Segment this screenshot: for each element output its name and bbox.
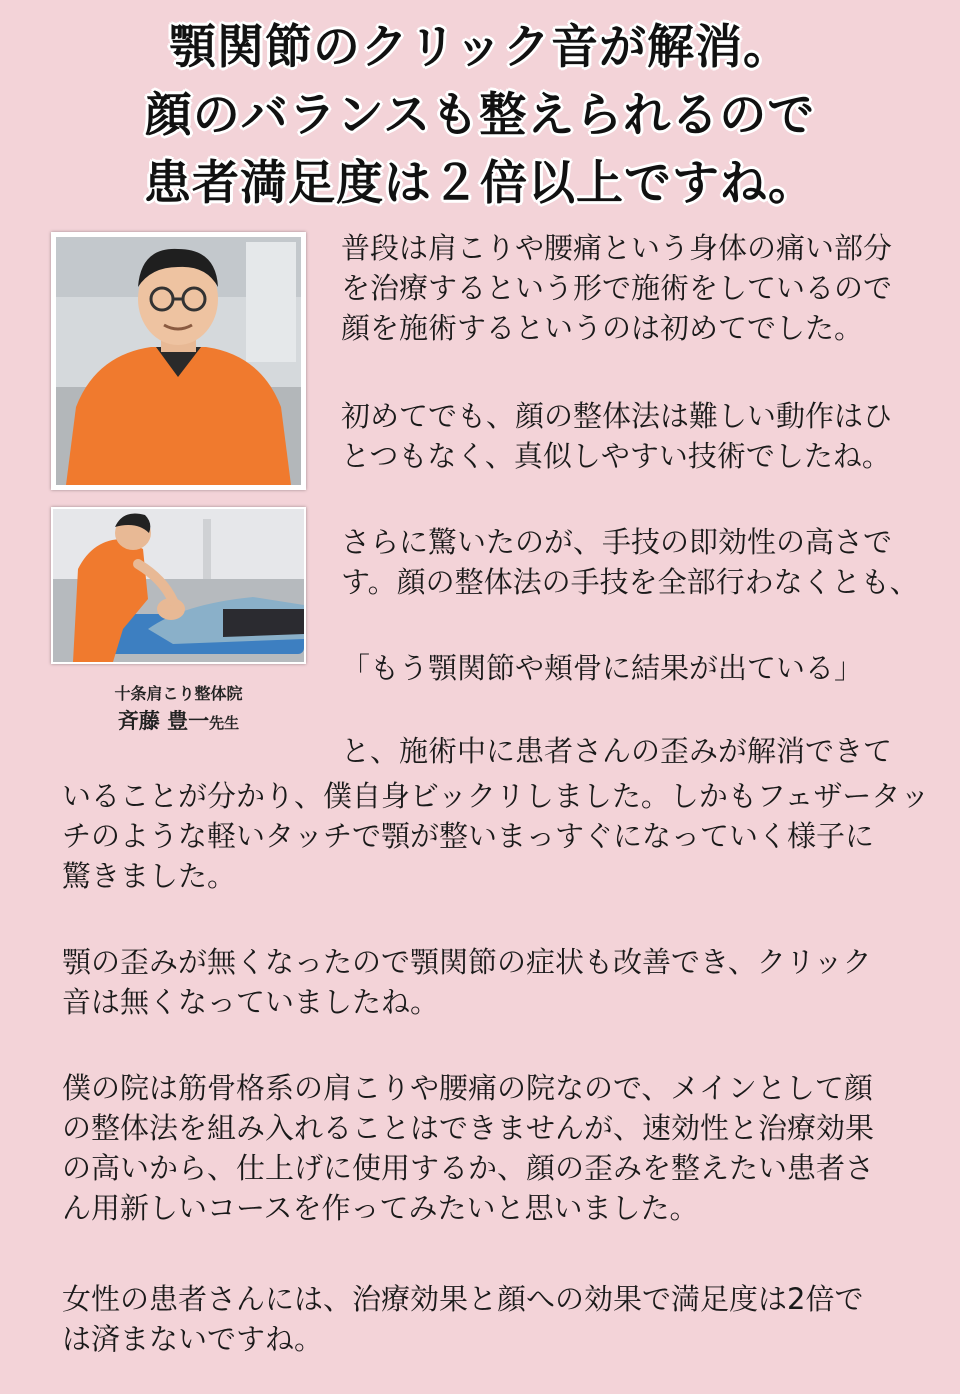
doctor-name-line <box>51 706 306 738</box>
paragraph-4-quote <box>341 648 931 688</box>
paragraph-6 <box>62 942 942 1022</box>
paragraph-3 <box>341 522 931 602</box>
paragraph-3-text: さらに驚いたのが、手技の即効性の高さで す。顔の整体法の手技を全部行わなくとも、 <box>341 525 919 599</box>
paragraph-8-text: 女性の患者さんには、治療効果と顔への効果で満足度は2倍で は済まないですね。 <box>62 1282 864 1356</box>
clinic-name: 十条肩こり整体院 <box>114 684 243 703</box>
headline-line-3: 患者満足度は２倍以上ですね。 <box>144 156 816 211</box>
doctor-name: 斉藤 豊一 <box>117 709 210 733</box>
paragraph-5-first-line <box>341 731 931 771</box>
doctor-portrait-illustration <box>56 237 301 485</box>
paragraph-8 <box>62 1279 942 1359</box>
paragraph-2-text: 初めてでも、顔の整体法は難しい動作はひ とつもなく、真似しやすい技術でしたね。 <box>341 399 893 473</box>
paragraph-5-continued <box>62 776 942 896</box>
treatment-photo <box>51 507 306 664</box>
paragraph-1 <box>341 228 931 348</box>
paragraph-5-first-text: と、施術中に患者さんの歪みが解消できて <box>341 734 893 768</box>
headline-line-1: 顎関節のクリック音が解消。 <box>168 20 792 75</box>
paragraph-4-text: 「もう顎関節や頬骨に結果が出ている」 <box>341 651 864 685</box>
paragraph-1-text: 普段は肩こりや腰痛という身体の痛い部分 を治療するという形で施術をしているので 顔を施術するというのは初めてでした。 <box>341 231 893 345</box>
treatment-illustration <box>53 509 304 662</box>
doctor-portrait-photo <box>51 232 306 490</box>
doctor-caption <box>51 682 306 738</box>
paragraph-6-text: 顎の歪みが無くなったので顎関節の症状も改善でき、クリック 音は無くなっていましたね。 <box>62 945 872 1019</box>
headline <box>0 14 960 218</box>
paragraph-5-rest-text: いることが分かり、僕自身ビックリしました。しかもフェザータッ チのような軽いタッチで顎が整いまっすぐになっていく様子に 驚きました。 <box>62 779 930 893</box>
paragraph-2 <box>341 396 931 476</box>
paragraph-7-text: 僕の院は筋骨格系の肩こりや腰痛の院なので、メインとして顔 の整体法を組み入れることはできませんが、速効性と治療効果 の高いから、仕上げに使用するか、顔の歪みを整えたい患者さ ん用新しいコースを作ってみたいと思いました。 <box>62 1071 875 1225</box>
doctor-title: 先生 <box>209 714 240 732</box>
paragraph-7 <box>62 1068 942 1228</box>
headline-line-2: 顔のバランスも整えられるので <box>144 88 816 143</box>
